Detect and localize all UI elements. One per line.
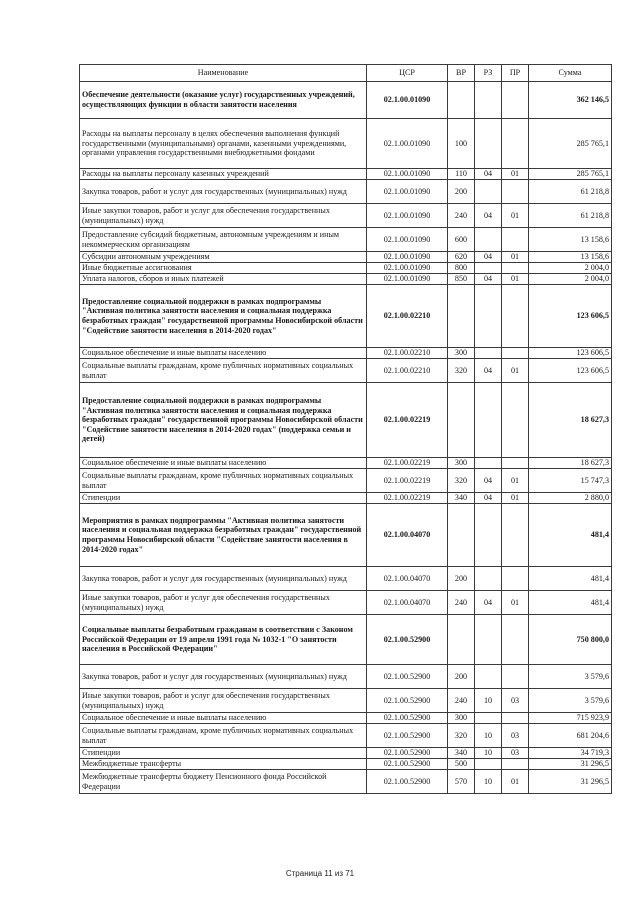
row-sum: 123 606,5 xyxy=(529,285,612,348)
row-name: Иные закупки товаров, работ и услуг для обеспечения государственных (муниципальных) нужд xyxy=(80,204,367,228)
row-pr: 01 xyxy=(502,493,529,504)
row-code: 02.1.00.02219 xyxy=(367,383,448,458)
table-row xyxy=(80,359,612,383)
row-vr: 850 xyxy=(448,274,475,285)
row-name: Иные закупки товаров, работ и услуг для обеспечения государственных (муниципальных) нужд xyxy=(80,689,367,713)
header-rz: РЗ xyxy=(475,65,502,82)
table-row xyxy=(80,504,612,567)
row-name: Социальные выплаты гражданам, кроме публичных нормативных социальных выплат xyxy=(80,469,367,493)
row-pr: 03 xyxy=(502,724,529,748)
row-sum: 34 719,3 xyxy=(529,748,612,759)
row-name: Межбюджетные трансферты бюджету Пенсионного фонда Российской Федерации xyxy=(80,770,367,794)
row-pr: 01 xyxy=(502,770,529,794)
row-code: 02.1.00.01090 xyxy=(367,228,448,252)
row-pr xyxy=(502,263,529,274)
table-row xyxy=(80,665,612,689)
row-name: Расходы на выплаты персоналу в целях обеспечения выполнения функций государственными (муниципальными) органами, казенными учреждениями, органами управления государственными внебюджетными фондами xyxy=(80,119,367,169)
row-pr: 03 xyxy=(502,748,529,759)
page-number: Страница 11 из 71 xyxy=(285,869,355,878)
row-code: 02.1.00.52900 xyxy=(367,748,448,759)
row-name: Уплата налогов, сборов и иных платежей xyxy=(80,274,367,285)
row-sum: 18 627,3 xyxy=(529,383,612,458)
row-code: 02.1.00.01090 xyxy=(367,82,448,119)
row-vr: 240 xyxy=(448,591,475,615)
row-rz: 04 xyxy=(475,252,502,263)
table-row xyxy=(80,169,612,180)
row-name: Социальное обеспечение и иные выплаты населению xyxy=(80,458,367,469)
row-vr: 570 xyxy=(448,770,475,794)
row-code: 02.1.00.01090 xyxy=(367,252,448,263)
row-code: 02.1.00.04070 xyxy=(367,504,448,567)
header-code: ЦСР xyxy=(367,65,448,82)
row-code: 02.1.00.04070 xyxy=(367,591,448,615)
row-vr: 240 xyxy=(448,689,475,713)
row-vr: 320 xyxy=(448,469,475,493)
row-vr: 200 xyxy=(448,665,475,689)
row-sum: 2 880,0 xyxy=(529,493,612,504)
row-rz xyxy=(475,665,502,689)
row-code: 02.1.00.01090 xyxy=(367,180,448,204)
row-sum: 61 218,8 xyxy=(529,204,612,228)
table-header-row xyxy=(80,65,612,82)
row-sum: 3 579,6 xyxy=(529,665,612,689)
table-row xyxy=(80,180,612,204)
row-sum: 123 606,5 xyxy=(529,348,612,359)
row-sum: 18 627,3 xyxy=(529,458,612,469)
table-row xyxy=(80,770,612,794)
row-name: Иные бюджетные ассигнования xyxy=(80,263,367,274)
row-rz xyxy=(475,383,502,458)
row-name: Социальное обеспечение и иные выплаты населению xyxy=(80,348,367,359)
row-sum: 31 296,5 xyxy=(529,759,612,770)
row-pr xyxy=(502,759,529,770)
table-row xyxy=(80,591,612,615)
row-rz: 04 xyxy=(475,359,502,383)
row-code: 02.1.00.52900 xyxy=(367,713,448,724)
row-sum: 31 296,5 xyxy=(529,770,612,794)
row-rz xyxy=(475,82,502,119)
row-rz xyxy=(475,615,502,665)
row-rz xyxy=(475,119,502,169)
row-pr xyxy=(502,665,529,689)
row-pr: 01 xyxy=(502,169,529,180)
row-sum: 2 004,0 xyxy=(529,263,612,274)
row-name: Расходы на выплаты персоналу казенных учреждений xyxy=(80,169,367,180)
row-pr xyxy=(502,285,529,348)
row-name: Закупка товаров, работ и услуг для государственных (муниципальных) нужд xyxy=(80,665,367,689)
row-name: Социальные выплаты гражданам, кроме публичных нормативных социальных выплат xyxy=(80,724,367,748)
table-row xyxy=(80,759,612,770)
row-sum: 681 204,6 xyxy=(529,724,612,748)
table-row xyxy=(80,689,612,713)
row-pr xyxy=(502,458,529,469)
row-name: Предоставление социальной поддержки в рамках подпрограммы "Активная политика занятости населения и социальная поддержка безработных граждан" государственной программы Новосибирской области "Содействие занятости населения в 2014-2020 годах" (поддержка семьи и детей) xyxy=(80,383,367,458)
table-row xyxy=(80,119,612,169)
row-pr xyxy=(502,180,529,204)
table-row xyxy=(80,82,612,119)
row-rz: 10 xyxy=(475,748,502,759)
table-row xyxy=(80,383,612,458)
header-sum: Сумма xyxy=(529,65,612,82)
row-name: Обеспечение деятельности (оказание услуг) государственных учреждений, осуществляющих функции в области занятости населения xyxy=(80,82,367,119)
table-row xyxy=(80,458,612,469)
row-pr xyxy=(502,119,529,169)
row-vr: 620 xyxy=(448,252,475,263)
row-pr xyxy=(502,228,529,252)
row-sum: 2 004,0 xyxy=(529,274,612,285)
row-vr: 320 xyxy=(448,359,475,383)
row-vr: 110 xyxy=(448,169,475,180)
row-pr: 03 xyxy=(502,689,529,713)
row-vr: 240 xyxy=(448,204,475,228)
row-code: 02.1.00.01090 xyxy=(367,274,448,285)
row-code: 02.1.00.01090 xyxy=(367,263,448,274)
row-rz: 04 xyxy=(475,204,502,228)
row-code: 02.1.00.52900 xyxy=(367,665,448,689)
row-vr: 320 xyxy=(448,724,475,748)
row-vr: 600 xyxy=(448,228,475,252)
row-code: 02.1.00.02210 xyxy=(367,348,448,359)
row-name: Закупка товаров, работ и услуг для государственных (муниципальных) нужд xyxy=(80,567,367,591)
row-vr: 100 xyxy=(448,119,475,169)
row-code: 02.1.00.02219 xyxy=(367,469,448,493)
row-code: 02.1.00.02210 xyxy=(367,285,448,348)
row-vr: 800 xyxy=(448,263,475,274)
row-rz xyxy=(475,567,502,591)
row-rz: 04 xyxy=(475,469,502,493)
table-row xyxy=(80,274,612,285)
row-rz: 04 xyxy=(475,274,502,285)
table-row xyxy=(80,228,612,252)
row-sum: 481,4 xyxy=(529,504,612,567)
row-name: Социальные выплаты безработным гражданам в соответствии с Законом Российской Федерации от 19 апреля 1991 года № 1032-1 "О занятости населения в Российской Федерации" xyxy=(80,615,367,665)
row-code: 02.1.00.02219 xyxy=(367,493,448,504)
row-name: Предоставление субсидий бюджетным, автономным учреждениям и иным некоммерческим организациям xyxy=(80,228,367,252)
row-vr: 300 xyxy=(448,713,475,724)
row-code: 02.1.00.02210 xyxy=(367,359,448,383)
row-code: 02.1.00.01090 xyxy=(367,169,448,180)
table-row xyxy=(80,204,612,228)
row-rz xyxy=(475,348,502,359)
row-pr xyxy=(502,713,529,724)
row-pr: 01 xyxy=(502,359,529,383)
row-name: Социальные выплаты гражданам, кроме публичных нормативных социальных выплат xyxy=(80,359,367,383)
table-row xyxy=(80,748,612,759)
row-vr: 340 xyxy=(448,748,475,759)
row-vr xyxy=(448,285,475,348)
row-pr: 01 xyxy=(502,274,529,285)
row-code: 02.1.00.02219 xyxy=(367,458,448,469)
row-rz xyxy=(475,285,502,348)
row-pr xyxy=(502,348,529,359)
row-sum: 481,4 xyxy=(529,591,612,615)
row-pr: 01 xyxy=(502,591,529,615)
row-code: 02.1.00.52900 xyxy=(367,770,448,794)
row-vr xyxy=(448,504,475,567)
row-code: 02.1.00.01090 xyxy=(367,204,448,228)
row-pr xyxy=(502,567,529,591)
row-sum: 481,4 xyxy=(529,567,612,591)
row-vr xyxy=(448,82,475,119)
row-name: Стипендии xyxy=(80,748,367,759)
row-rz: 04 xyxy=(475,493,502,504)
row-name: Стипендии xyxy=(80,493,367,504)
table-row xyxy=(80,285,612,348)
row-rz xyxy=(475,759,502,770)
row-pr xyxy=(502,383,529,458)
table-row xyxy=(80,615,612,665)
header-pr: ПР xyxy=(502,65,529,82)
table-row xyxy=(80,713,612,724)
row-sum: 15 747,3 xyxy=(529,469,612,493)
row-code: 02.1.00.52900 xyxy=(367,615,448,665)
row-pr xyxy=(502,82,529,119)
row-sum: 362 146,5 xyxy=(529,82,612,119)
row-rz: 10 xyxy=(475,770,502,794)
table-row xyxy=(80,469,612,493)
row-sum: 13 158,6 xyxy=(529,228,612,252)
row-rz xyxy=(475,228,502,252)
row-rz: 10 xyxy=(475,724,502,748)
header-vr: ВР xyxy=(448,65,475,82)
row-rz xyxy=(475,263,502,274)
table-row xyxy=(80,252,612,263)
row-name: Закупка товаров, работ и услуг для государственных (муниципальных) нужд xyxy=(80,180,367,204)
row-pr: 01 xyxy=(502,204,529,228)
row-sum: 13 158,6 xyxy=(529,252,612,263)
row-pr: 01 xyxy=(502,469,529,493)
row-code: 02.1.00.04070 xyxy=(367,567,448,591)
row-name: Социальное обеспечение и иные выплаты населению xyxy=(80,713,367,724)
table-row xyxy=(80,348,612,359)
row-vr: 200 xyxy=(448,567,475,591)
row-rz xyxy=(475,180,502,204)
row-sum: 61 218,8 xyxy=(529,180,612,204)
table-row xyxy=(80,567,612,591)
table-row xyxy=(80,724,612,748)
row-sum: 123 606,5 xyxy=(529,359,612,383)
budget-table xyxy=(79,64,612,794)
row-vr xyxy=(448,615,475,665)
row-vr: 200 xyxy=(448,180,475,204)
row-pr xyxy=(502,615,529,665)
row-name: Мероприятия в рамках подпрограммы "Активная политика занятости населения и социальная поддержка безработных граждан" государственной программы Новосибирской области "Содействие занятости населения в 2014-2020 годах" xyxy=(80,504,367,567)
row-vr: 340 xyxy=(448,493,475,504)
row-pr xyxy=(502,504,529,567)
table-row xyxy=(80,263,612,274)
row-rz: 04 xyxy=(475,591,502,615)
row-name: Предоставление социальной поддержки в рамках подпрограммы "Активная политика занятости населения и социальная поддержка безработных граждан" государственной программы Новосибирской области "Содействие занятости населения в 2014-2020 годах" xyxy=(80,285,367,348)
row-vr xyxy=(448,383,475,458)
row-pr: 01 xyxy=(502,252,529,263)
row-rz: 10 xyxy=(475,689,502,713)
row-code: 02.1.00.52900 xyxy=(367,759,448,770)
header-name: Наименование xyxy=(80,65,367,82)
row-name: Субсидии автономным учреждениям xyxy=(80,252,367,263)
row-rz: 04 xyxy=(475,169,502,180)
row-rz xyxy=(475,458,502,469)
row-name: Иные закупки товаров, работ и услуг для обеспечения государственных (муниципальных) нужд xyxy=(80,591,367,615)
row-rz xyxy=(475,504,502,567)
row-vr: 300 xyxy=(448,458,475,469)
row-rz xyxy=(475,713,502,724)
table-row xyxy=(80,493,612,504)
row-sum: 3 579,6 xyxy=(529,689,612,713)
row-sum: 750 800,0 xyxy=(529,615,612,665)
row-sum: 285 765,1 xyxy=(529,119,612,169)
row-code: 02.1.00.52900 xyxy=(367,724,448,748)
row-code: 02.1.00.52900 xyxy=(367,689,448,713)
row-vr: 300 xyxy=(448,348,475,359)
row-code: 02.1.00.01090 xyxy=(367,119,448,169)
row-name: Межбюджетные трансферты xyxy=(80,759,367,770)
row-sum: 715 923,9 xyxy=(529,713,612,724)
row-vr: 500 xyxy=(448,759,475,770)
row-sum: 285 765,1 xyxy=(529,169,612,180)
